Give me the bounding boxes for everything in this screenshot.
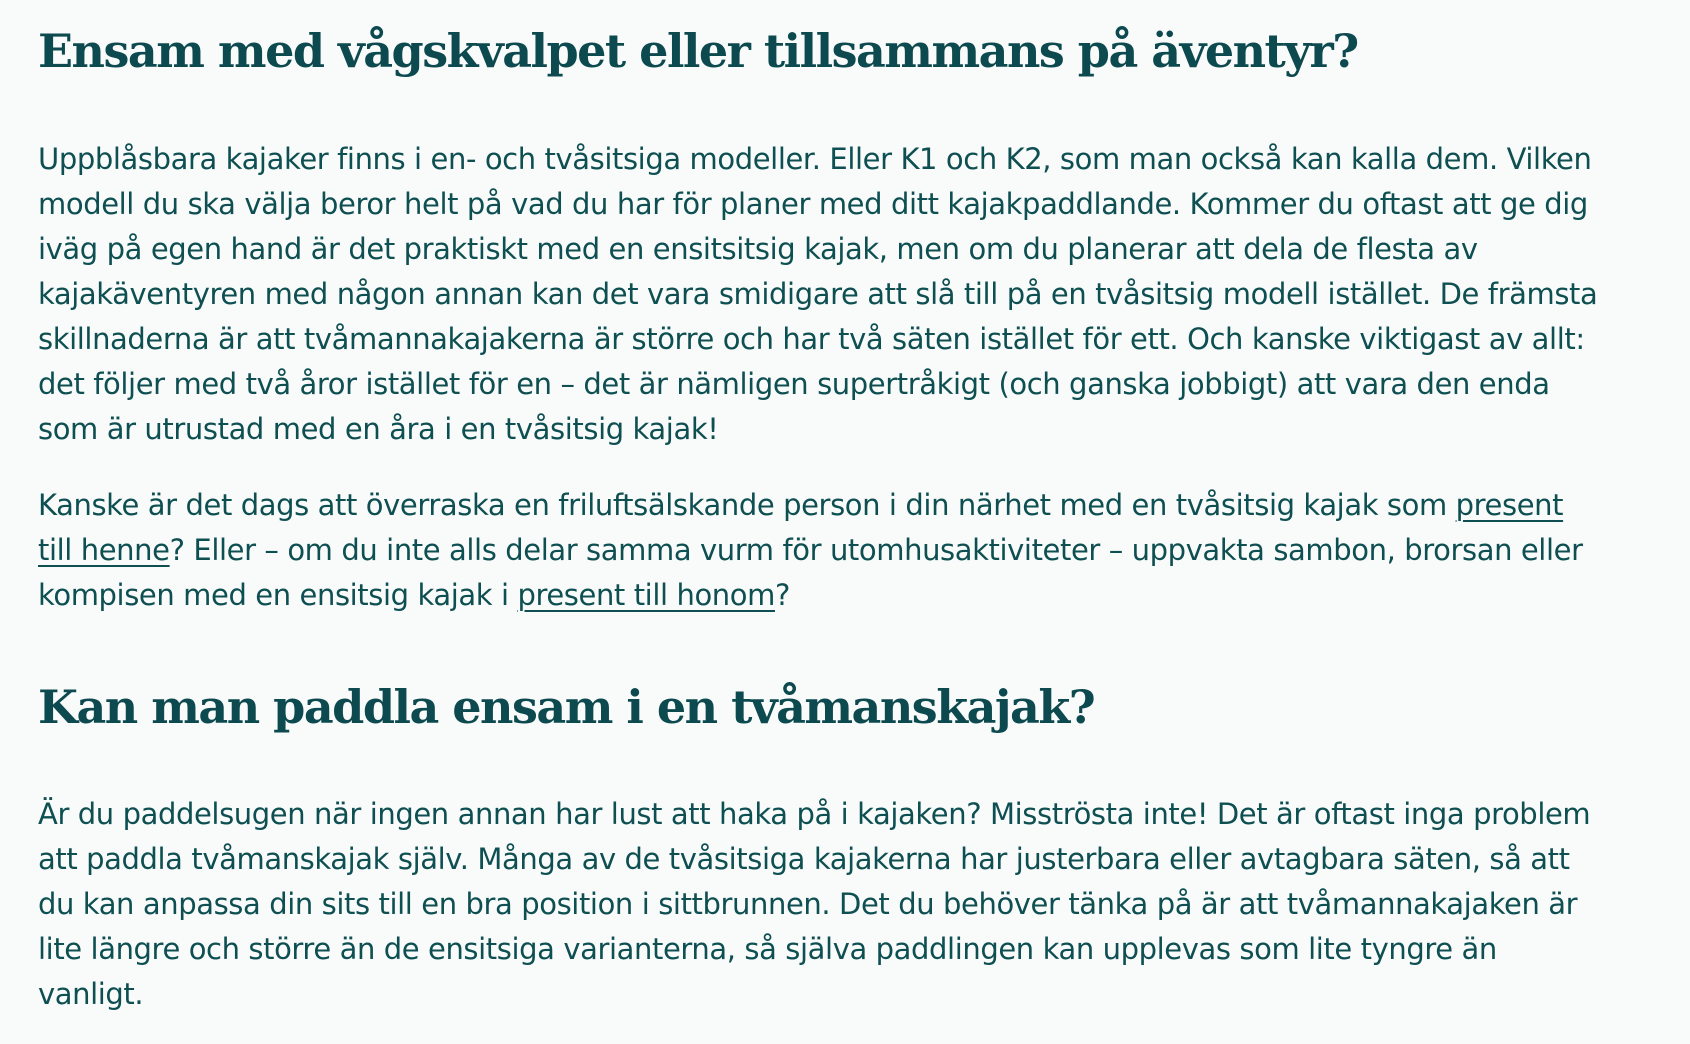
gift-for-him-link[interactable]: present till honom [517,578,775,612]
section-heading-paddle-alone: Kan man paddla ensam i en tvåmanskajak? [38,680,1095,734]
paragraph-text: ? [774,578,790,612]
gift-for-her-link[interactable]: present till henne [38,488,1564,567]
section-heading-alone-or-together: Ensam med vågskvalpet eller tillsammans på äventyr? [38,24,1358,78]
paragraph-paddle-alone: Är du paddelsugen när ingen annan har lust att haka på i kajaken? Misströsta inte! Det är oftast inga problem att paddla tvåmanskajak själv. Många av de tvåsitsiga kajakerna har justerbara eller avtagbara säten, så att du kan anpassa din sits till en bra position i sittbrunnen. Det du behöver tänka på är att tvåmannakajaken är lite längre och större än de ensitsiga varianterna, så själva paddlingen kan upplevas som lite tyngre än vanligt. [38,797,1591,1011]
paragraph-kayak-models: Uppblåsbara kajaker finns i en- och tvåsitsiga modeller. Eller K1 och K2, som man också kan kalla dem. Vilken modell du ska välja beror helt på vad du har för planer med ditt kajakpaddlande. Kommer du oftast att ge dig iväg på egen hand är det praktiskt med en ensitsitsig kajak, men om du planerar att dela de flesta av kajakäventyren med någon annan kan det vara smidigare att slå till på en tvåsitsig modell istället. De främsta skillnaderna är att tvåmannakajakerna är större och har två säten istället för ett. Och kanske viktigast av allt: det följer med två åror istället för en – det är nämligen supertråkigt (och ganska jobbigt) att vara den enda som är utrustad med en åra i en tvåsitsig kajak! [38,142,1598,446]
paragraph-gift-suggestion [38,483,1598,618]
paragraph-text: Kanske är det dags att överraska en friluftsälskande person i din närhet med en tvåsitsig kajak som [38,488,1456,522]
paragraph-text: ? Eller – om du inte alls delar samma vurm för utomhusaktiviteter – uppvakta sambon, brorsan eller kompisen med en ensitsig kajak i [38,533,1583,612]
